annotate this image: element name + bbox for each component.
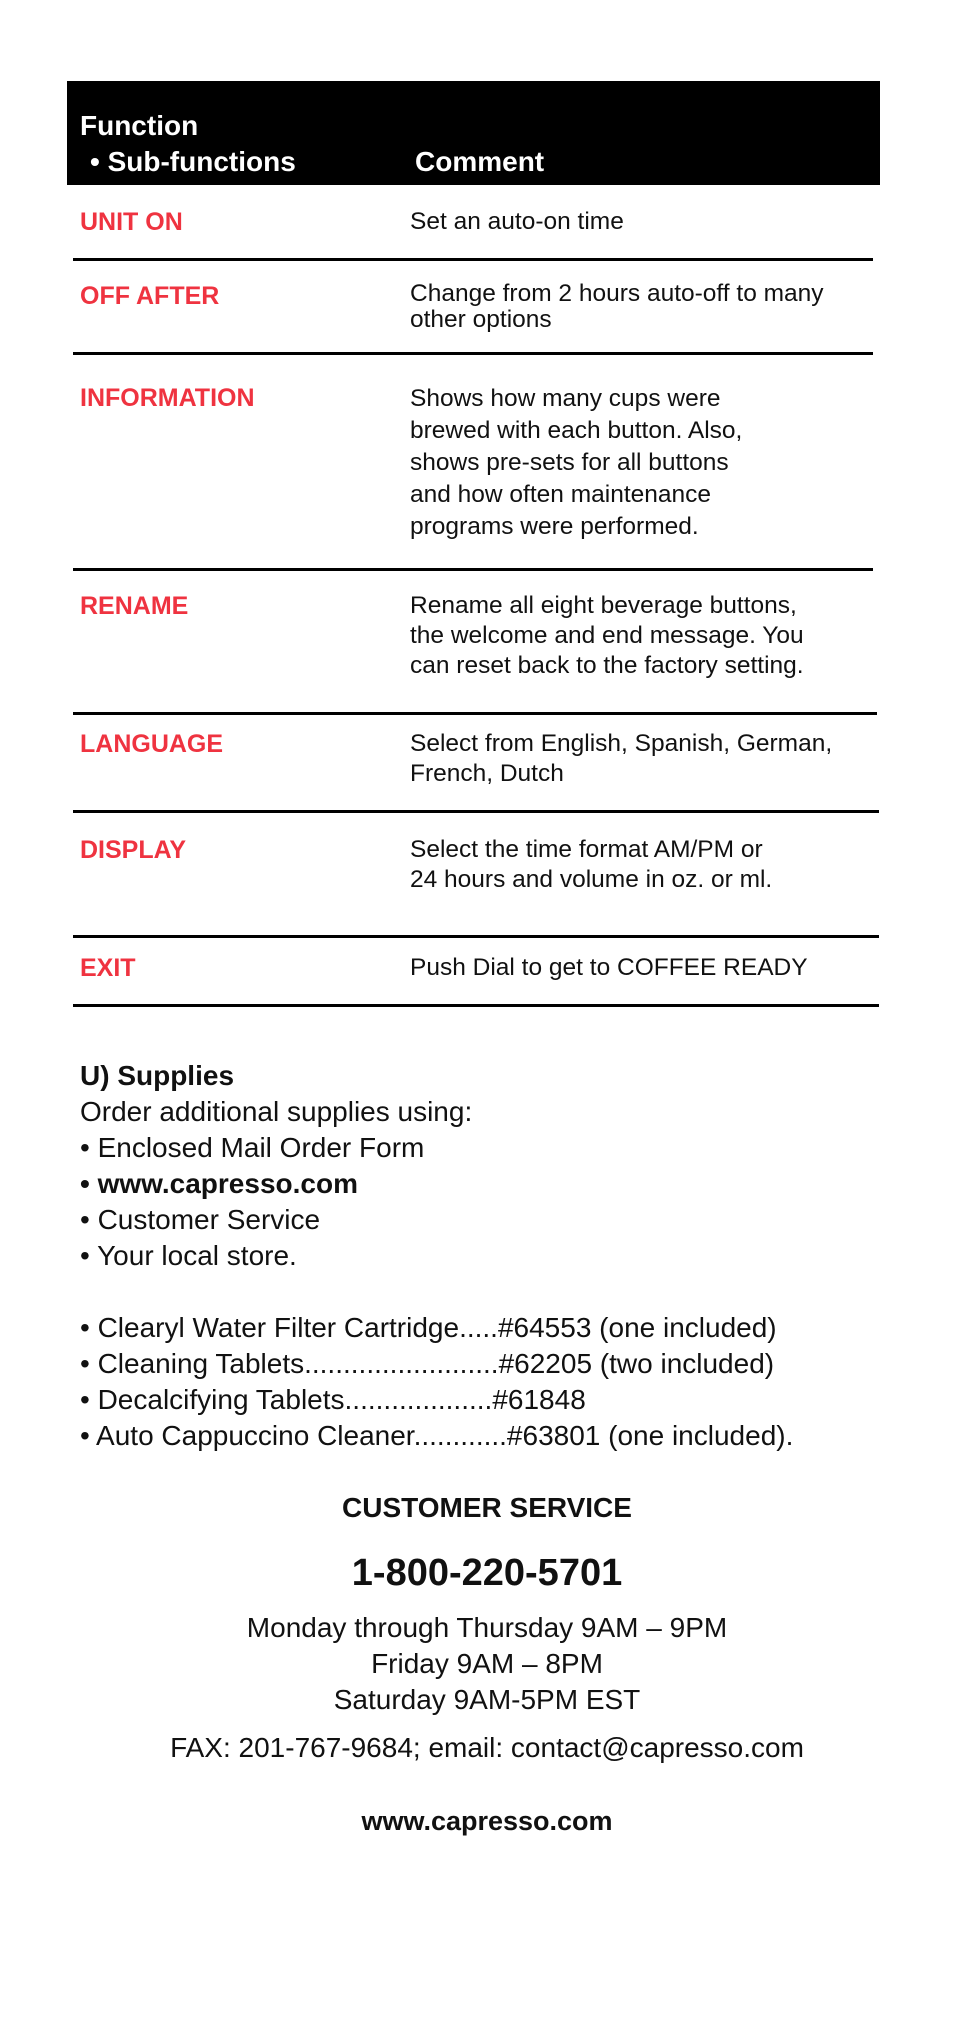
row-divider	[73, 352, 873, 355]
function-display: DISPLAY	[80, 836, 187, 864]
supplies-heading: U) Supplies	[80, 1060, 235, 1091]
table-header	[67, 81, 880, 185]
row-divider	[73, 935, 879, 938]
list-item: • Auto Cappuccino Cleaner............#63801 (one included).	[80, 1420, 794, 1451]
header-comment: Comment	[415, 146, 545, 177]
list-item: • Clearyl Water Filter Cartridge.....#64553 (one included)	[80, 1312, 777, 1343]
parts-list	[80, 1310, 793, 1454]
function-rename: RENAME	[80, 592, 189, 620]
comment-information: Shows how many cups were brewed with each button. Also, shows pre-sets for all buttons and how often maintenance programs were performed.	[410, 385, 743, 540]
function-exit: EXIT	[80, 954, 136, 982]
list-item: • Customer Service	[80, 1204, 321, 1235]
header-sub-functions: • Sub-functions	[90, 146, 296, 177]
function-off-after: OFF AFTER	[80, 282, 220, 310]
row-divider	[73, 258, 873, 261]
comment-display: Select the time format AM/PM or 24 hours and volume in oz. or ml.	[410, 836, 773, 893]
list-item: • Enclosed Mail Order Form	[80, 1132, 425, 1163]
website-link[interactable]: www.capresso.com	[361, 1806, 613, 1836]
list-item: • Cleaning Tablets.........................#62205 (two included)	[80, 1348, 775, 1379]
comment-rename: Rename all eight beverage buttons, the welcome and end message. You can reset back to the factory setting.	[410, 592, 804, 679]
function-information: INFORMATION	[80, 384, 255, 412]
comment-exit: Push Dial to get to COFFEE READY	[410, 954, 808, 981]
function-unit-on: UNIT ON	[80, 208, 183, 236]
list-item: • Your local store.	[80, 1240, 297, 1271]
table-bottom-rule	[73, 1004, 879, 1007]
order-methods-list	[80, 1130, 424, 1274]
row-divider	[73, 568, 873, 571]
header-function: Function	[80, 110, 199, 141]
comment-unit-on: Set an auto-on time	[410, 208, 624, 235]
phone-number: 1-800-220-5701	[351, 1552, 623, 1594]
service-hours: Monday through Thursday 9AM – 9PM Friday 9AM – 8PM Saturday 9AM-5PM EST	[246, 1612, 728, 1715]
function-language: LANGUAGE	[80, 730, 224, 758]
website-link-item[interactable]: • www.capresso.com	[80, 1168, 358, 1199]
customer-service-heading: CUSTOMER SERVICE	[342, 1492, 632, 1523]
row-divider	[73, 810, 879, 813]
row-divider	[73, 712, 877, 715]
comment-language: Select from English, Spanish, German, French, Dutch	[410, 730, 833, 787]
list-item: • Decalcifying Tablets...................#61848	[80, 1384, 586, 1415]
comment-off-after: Change from 2 hours auto-off to many other options	[410, 280, 824, 333]
fax-email-line: FAX: 201-767-9684; email: contact@capresso.com	[170, 1732, 804, 1763]
supplies-intro: Order additional supplies using:	[80, 1096, 473, 1127]
